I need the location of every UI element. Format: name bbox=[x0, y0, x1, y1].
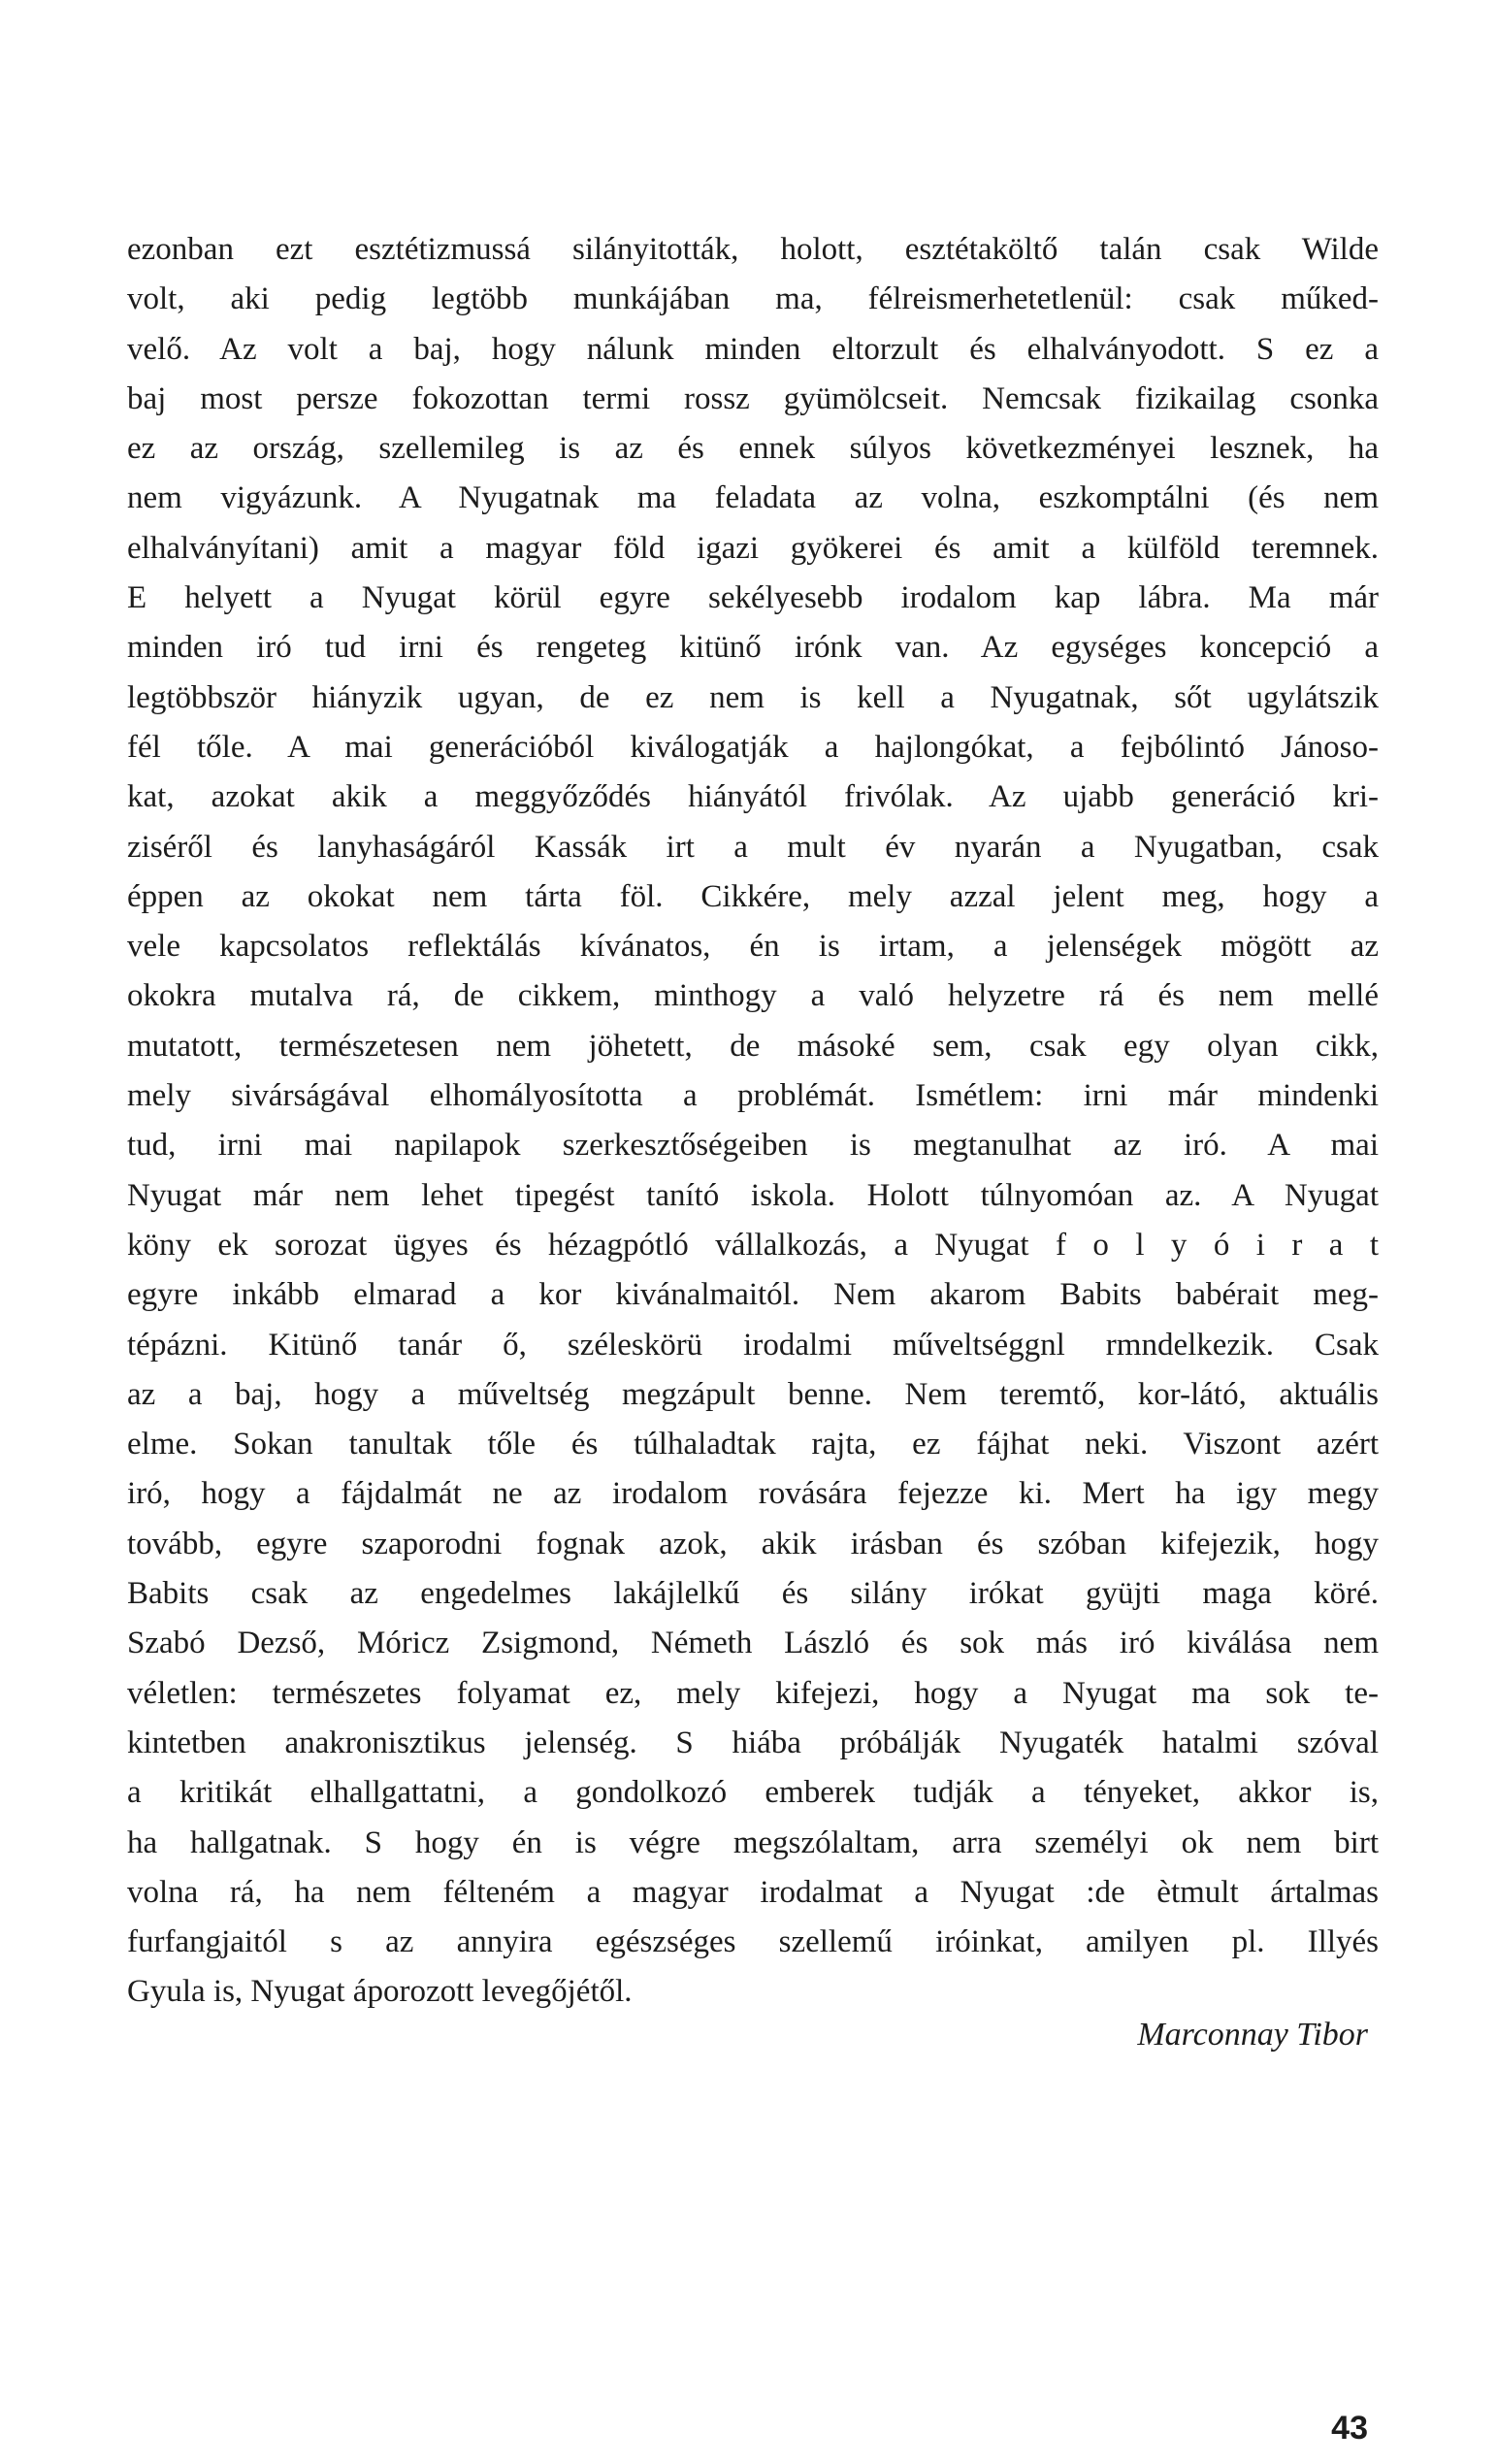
text-line: Babits csak az engedelmes lakájlelkű és silány irókat gyüjti maga köré. bbox=[127, 1576, 1379, 1612]
page-number: 43 bbox=[1331, 2410, 1368, 2447]
text-line: volt, aki pedig legtöbb munkájában ma, félreismerhetetlenül: csak műked- bbox=[127, 281, 1379, 317]
text-line: tud, irni mai napilapok szerkesztőségeiben is megtanulhat az iró. A mai bbox=[127, 1128, 1379, 1164]
text-line: Nyugat már nem lehet tipegést tanító iskola. Holott túlnyomóan az. A Nyugat bbox=[127, 1177, 1379, 1213]
text-line: E helyett a Nyugat körül egyre sekélyesebb irodalom kap lábra. Ma már bbox=[127, 580, 1379, 616]
text-line: elhalványítani) amit a magyar föld igazi gyökerei és amit a külföld teremnek. bbox=[127, 530, 1379, 566]
author-signature: Marconnay Tibor bbox=[1137, 2017, 1368, 2053]
text-line: ziséről és lanyhaságáról Kassák irt a mult év nyarán a Nyugatban, csak bbox=[127, 829, 1379, 865]
text-line: fél tőle. A mai generációból kiválogatják a hajlongókat, a fejbólintó Jánoso- bbox=[127, 729, 1379, 765]
text-line: véletlen: természetes folyamat ez, mely kifejezi, hogy a Nyugat ma sok te- bbox=[127, 1675, 1379, 1711]
text-line: egyre inkább elmarad a kor kivánalmaitól. Nem akarom Babits babérait meg- bbox=[127, 1277, 1379, 1313]
text-line: vele kapcsolatos reflektálás kívánatos, én is irtam, a jelenségek mögött az bbox=[127, 929, 1379, 965]
text-line: mutatott, természetesen nem jöhetett, de másoké sem, csak egy olyan cikk, bbox=[127, 1028, 1379, 1064]
article-body bbox=[127, 225, 1379, 2018]
text-line: legtöbbször hiányzik ugyan, de ez nem is kell a Nyugatnak, sőt ugylátszik bbox=[127, 679, 1379, 715]
text-line: nem vigyázunk. A Nyugatnak ma feladata az volna, eszkomptálni (és nem bbox=[127, 480, 1379, 516]
text-line: kintetben anakronisztikus jelenség. S hiába próbálják Nyugaték hatalmi szóval bbox=[127, 1725, 1379, 1760]
text-line: köny ek sorozat ügyes és hézagpótló vállalkozás, a Nyugat f o l y ó i r a t bbox=[127, 1227, 1379, 1263]
text-line: kat, azokat akik a meggyőződés hiányától frivólak. Az ujabb generáció kri- bbox=[127, 779, 1379, 815]
text-line: ezonban ezt esztétizmussá silányitották, holott, esztétaköltő talán csak Wilde bbox=[127, 232, 1379, 267]
text-line: éppen az okokat nem tárta föl. Cikkére, mely azzal jelent meg, hogy a bbox=[127, 878, 1379, 914]
text-line: minden iró tud irni és rengeteg kitünő irónk van. Az egységes koncepció a bbox=[127, 630, 1379, 666]
text-line: tépázni. Kitünő tanár ő, széleskörü irodalmi műveltséggnl rmndelkezik. Csak bbox=[127, 1327, 1379, 1363]
text-line-last: Gyula is, Nyugat áporozott levegőjétől. bbox=[127, 1974, 633, 2010]
text-line: iró, hogy a fájdalmát ne az irodalom rovására fejezze ki. Mert ha igy megy bbox=[127, 1476, 1379, 1512]
text-line: velő. Az volt a baj, hogy nálunk minden eltorzult és elhalványodott. S ez a bbox=[127, 331, 1379, 367]
text-line: az a baj, hogy a műveltség megzápult benne. Nem teremtő, kor-látó, aktuális bbox=[127, 1376, 1379, 1412]
text-line: tovább, egyre szaporodni fognak azok, akik irásban és szóban kifejezik, hogy bbox=[127, 1526, 1379, 1561]
text-line: Szabó Dezső, Móricz Zsigmond, Németh László és sok más iró kiválása nem bbox=[127, 1626, 1379, 1661]
text-line: ez az ország, szellemileg is az és ennek súlyos következményei lesznek, ha bbox=[127, 431, 1379, 467]
text-line: ha hallgatnak. S hogy én is végre megszólaltam, arra személyi ok nem birt bbox=[127, 1824, 1379, 1860]
text-line: a kritikát elhallgattatni, a gondolkozó emberek tudják a tényeket, akkor is, bbox=[127, 1775, 1379, 1811]
text-line: furfangjaitól s az annyira egészséges szellemű iróinkat, amilyen pl. Illyés bbox=[127, 1924, 1379, 1960]
text-line: volna rá, ha nem félteném a magyar irodalmat a Nyugat :de ètmult ártalmas bbox=[127, 1874, 1379, 1910]
text-line: elme. Sokan tanultak tőle és túlhaladtak rajta, ez fájhat neki. Viszont azért bbox=[127, 1427, 1379, 1462]
text-line: okokra mutalva rá, de cikkem, minthogy a való helyzetre rá és nem mellé bbox=[127, 978, 1379, 1014]
text-line: mely sivárságával elhomályosította a problémát. Ismétlem: irni már mindenki bbox=[127, 1078, 1379, 1114]
text-line: baj most persze fokozottan termi rossz gyümölcseit. Nemcsak fizikailag csonka bbox=[127, 380, 1379, 416]
